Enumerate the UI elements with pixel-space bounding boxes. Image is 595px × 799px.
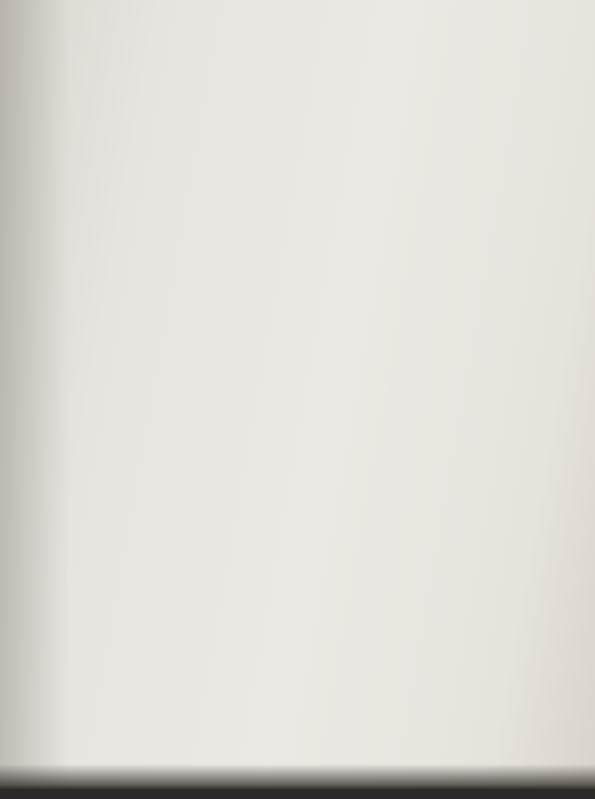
section2-entries — [0, 0, 582, 10]
section1-entries — [0, 0, 582, 10]
page-bottom-edge — [0, 764, 595, 790]
